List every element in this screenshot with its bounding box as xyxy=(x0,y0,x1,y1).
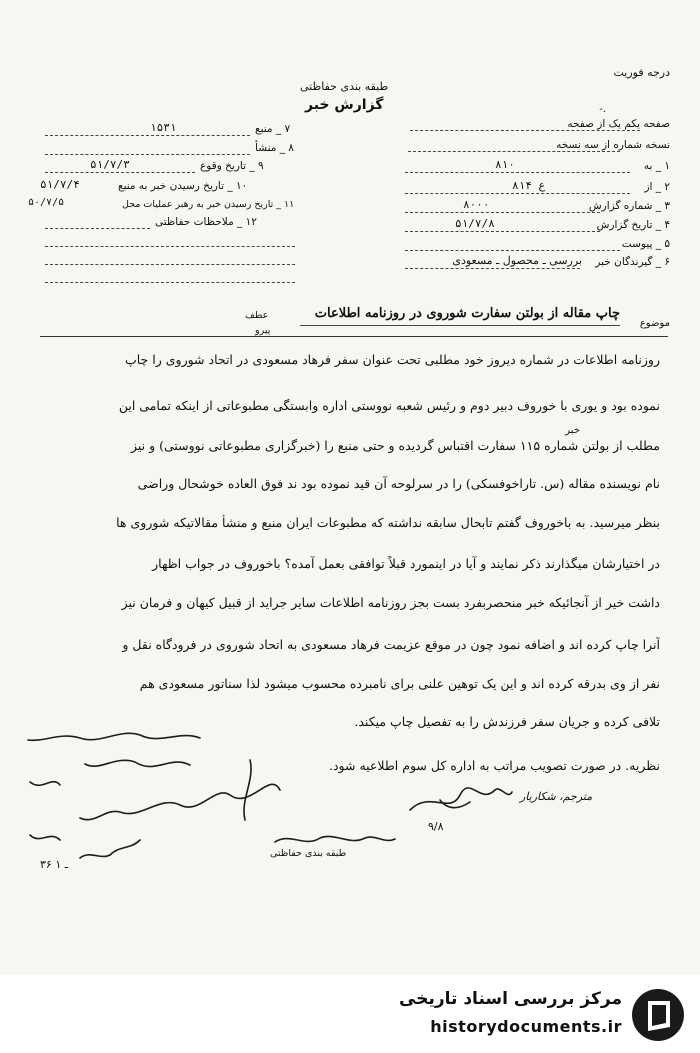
security-notes-dots xyxy=(45,228,150,229)
body-line-11: نظریه. در صورت تصویب مراتب به اداره کل سوم اطلاعیه شود. xyxy=(329,758,660,773)
subject-divider xyxy=(40,336,668,337)
signature-number: ۹/۸ xyxy=(428,820,444,833)
report-date-dots xyxy=(405,231,600,232)
received-ops-date-value: ۵۰/۷/۵ xyxy=(28,197,65,208)
subject-underline xyxy=(300,325,620,326)
from-field: ۲ _ از xyxy=(644,181,670,193)
priority-mark: -. xyxy=(599,104,606,115)
signer-note: مترجم، شکاریار xyxy=(520,790,593,803)
report-number-dots xyxy=(405,212,600,213)
notes-line-1 xyxy=(45,246,295,247)
notes-line-3 xyxy=(45,282,295,283)
event-date-value: ۵۱/۷/۳ xyxy=(90,158,130,171)
body-line-1: روزنامه اطلاعات در شماره دیروز خود مطلبی تحت عنوان سفر فرهاد مسعودی در اتحاد شوروی را چاپ xyxy=(124,352,660,367)
event-date-dots xyxy=(45,172,195,173)
report-date-value: ۵۱/۷/۸ xyxy=(455,217,495,230)
recipients-field: ۶ _ گیرندگان خبر xyxy=(595,256,670,268)
received-date-label: ۱۰ _ تاریخ رسیدن خبر به منبع xyxy=(118,180,248,192)
body-line-2: نموده بود و یوری با خوروف دبیر دوم و رئیس شعبه نووستی اداره وابستگی مطبوعاتی از اینکه تمامی این xyxy=(118,398,660,413)
subject-label: موضوع xyxy=(639,318,670,329)
source-label: ۷ _ منبع xyxy=(255,123,291,135)
copy-field: نسخه شماره از سه نسخه xyxy=(556,139,670,151)
origin-dots xyxy=(45,154,250,155)
attachment-dots xyxy=(405,250,620,251)
page-reference: ۳۶ ـ ۱ xyxy=(40,858,68,871)
to-dots xyxy=(405,172,630,173)
body-line-7: داشت خیر از آنجائیکه خبر منحصربفرد بست بجز روزنامه اطلاعات سایر جراید از قبیل کیهان و فرمان نیز xyxy=(121,595,660,610)
to-field: ۱ _ به xyxy=(643,160,670,172)
from-dots xyxy=(405,193,630,194)
received-ops-date-label: ۱۱ _ تاریخ رسیدن خبر به رهبر عملیات محل xyxy=(122,199,295,210)
from-value: ۸۱۴ ع xyxy=(512,179,546,192)
body-line-3: مطلب از بولتن شماره ۱۱۵ سفارت اقتباس گردیده و حتی منبع را (خبرگزاری مطبوعاتی نووستی) و نیز xyxy=(130,438,660,453)
notes-line-2 xyxy=(45,264,295,265)
recipients-dots xyxy=(405,268,580,269)
report-number-value: ۸۰۰۰ xyxy=(463,198,490,211)
source-dots xyxy=(45,135,250,136)
body-line-4: نام نویسنده مقاله (س. تاراخوفسکی) را در سرلوحه آن قید نموده بود ند فوق العاده خوشحال وراضی xyxy=(137,476,660,491)
page-field: صفحه یکم یک از صفحه xyxy=(567,118,670,130)
watermark-bar xyxy=(0,975,700,1053)
classification-label: طبقه بندی حفاظتی xyxy=(300,80,389,93)
received-date-value: ۵۱/۷/۴ xyxy=(40,178,80,191)
stamp-scribble xyxy=(270,830,400,850)
recipients-value: بررسی ـ محصول ـ مسعودی xyxy=(452,254,582,267)
body-line-9: نفر از وی بدرقه کرده اند و این یک توهین علنی برای نامبرده محسوب میشود لذا سناتور مسعودی هم xyxy=(139,676,660,691)
body-line-5: بنظر میرسید. به باخوروف گفتم تابحال سابقه نداشته که مطبوعات ایران منبع و منشأ مقالاتیکه شوروی ها xyxy=(116,515,660,530)
copy-dots xyxy=(408,151,620,152)
reference-label: عطف xyxy=(245,310,269,321)
body-line-8: آنرا چاپ کرده اند و اضافه نمود چون در موقع عزیمت فرهاد مسعودی به اتحاد شوروی در فرودگاه نقل و xyxy=(122,637,660,652)
watermark-url: historydocuments.ir xyxy=(430,1017,622,1036)
security-notes-label: ۱۲ _ ملاحظات حفاظتی xyxy=(155,216,257,228)
report-date-field: ۴ _ تاریخ گزارش xyxy=(596,219,670,231)
source-value: ۱۵۳۱ xyxy=(150,121,177,134)
body-line-6: در اختیارشان میگذارند ذکر نمایند و آیا در اینمورد قبلاً توافقی بعمل آمده؟ باخوروف در جواب اظهار xyxy=(152,556,660,571)
attachment-field: ۵ _ پیوست xyxy=(621,238,670,250)
body-line-10: تلافی کرده و جریان سفر فرزندش را به تفصیل چاپ میکند. xyxy=(354,714,660,729)
handwritten-insert: خبر xyxy=(565,425,580,436)
archive-logo-icon xyxy=(630,987,686,1043)
document-title: گزارش خبر xyxy=(305,97,384,113)
origin-label: ۸ _ منشأ xyxy=(255,142,294,154)
classification-stamp: طبقه بندی حفاظتی xyxy=(270,848,347,859)
page-dots xyxy=(410,130,640,131)
report-number-field: ۳ _ شماره گزارش xyxy=(588,200,670,212)
follow-up-label: پیرو xyxy=(255,325,271,336)
watermark-title: مرکز بررسی اسناد تاریخی xyxy=(399,989,622,1009)
to-value: ۸۱۰ xyxy=(495,158,515,171)
priority-label: درجه فوریت xyxy=(613,66,670,79)
signature-mark xyxy=(400,770,520,830)
subject-text: چاپ مقاله از بولتن سفارت شوروی در روزنامه اطلاعات xyxy=(314,306,620,321)
event-date-label: ۹ _ تاریخ وقوع xyxy=(200,160,264,172)
